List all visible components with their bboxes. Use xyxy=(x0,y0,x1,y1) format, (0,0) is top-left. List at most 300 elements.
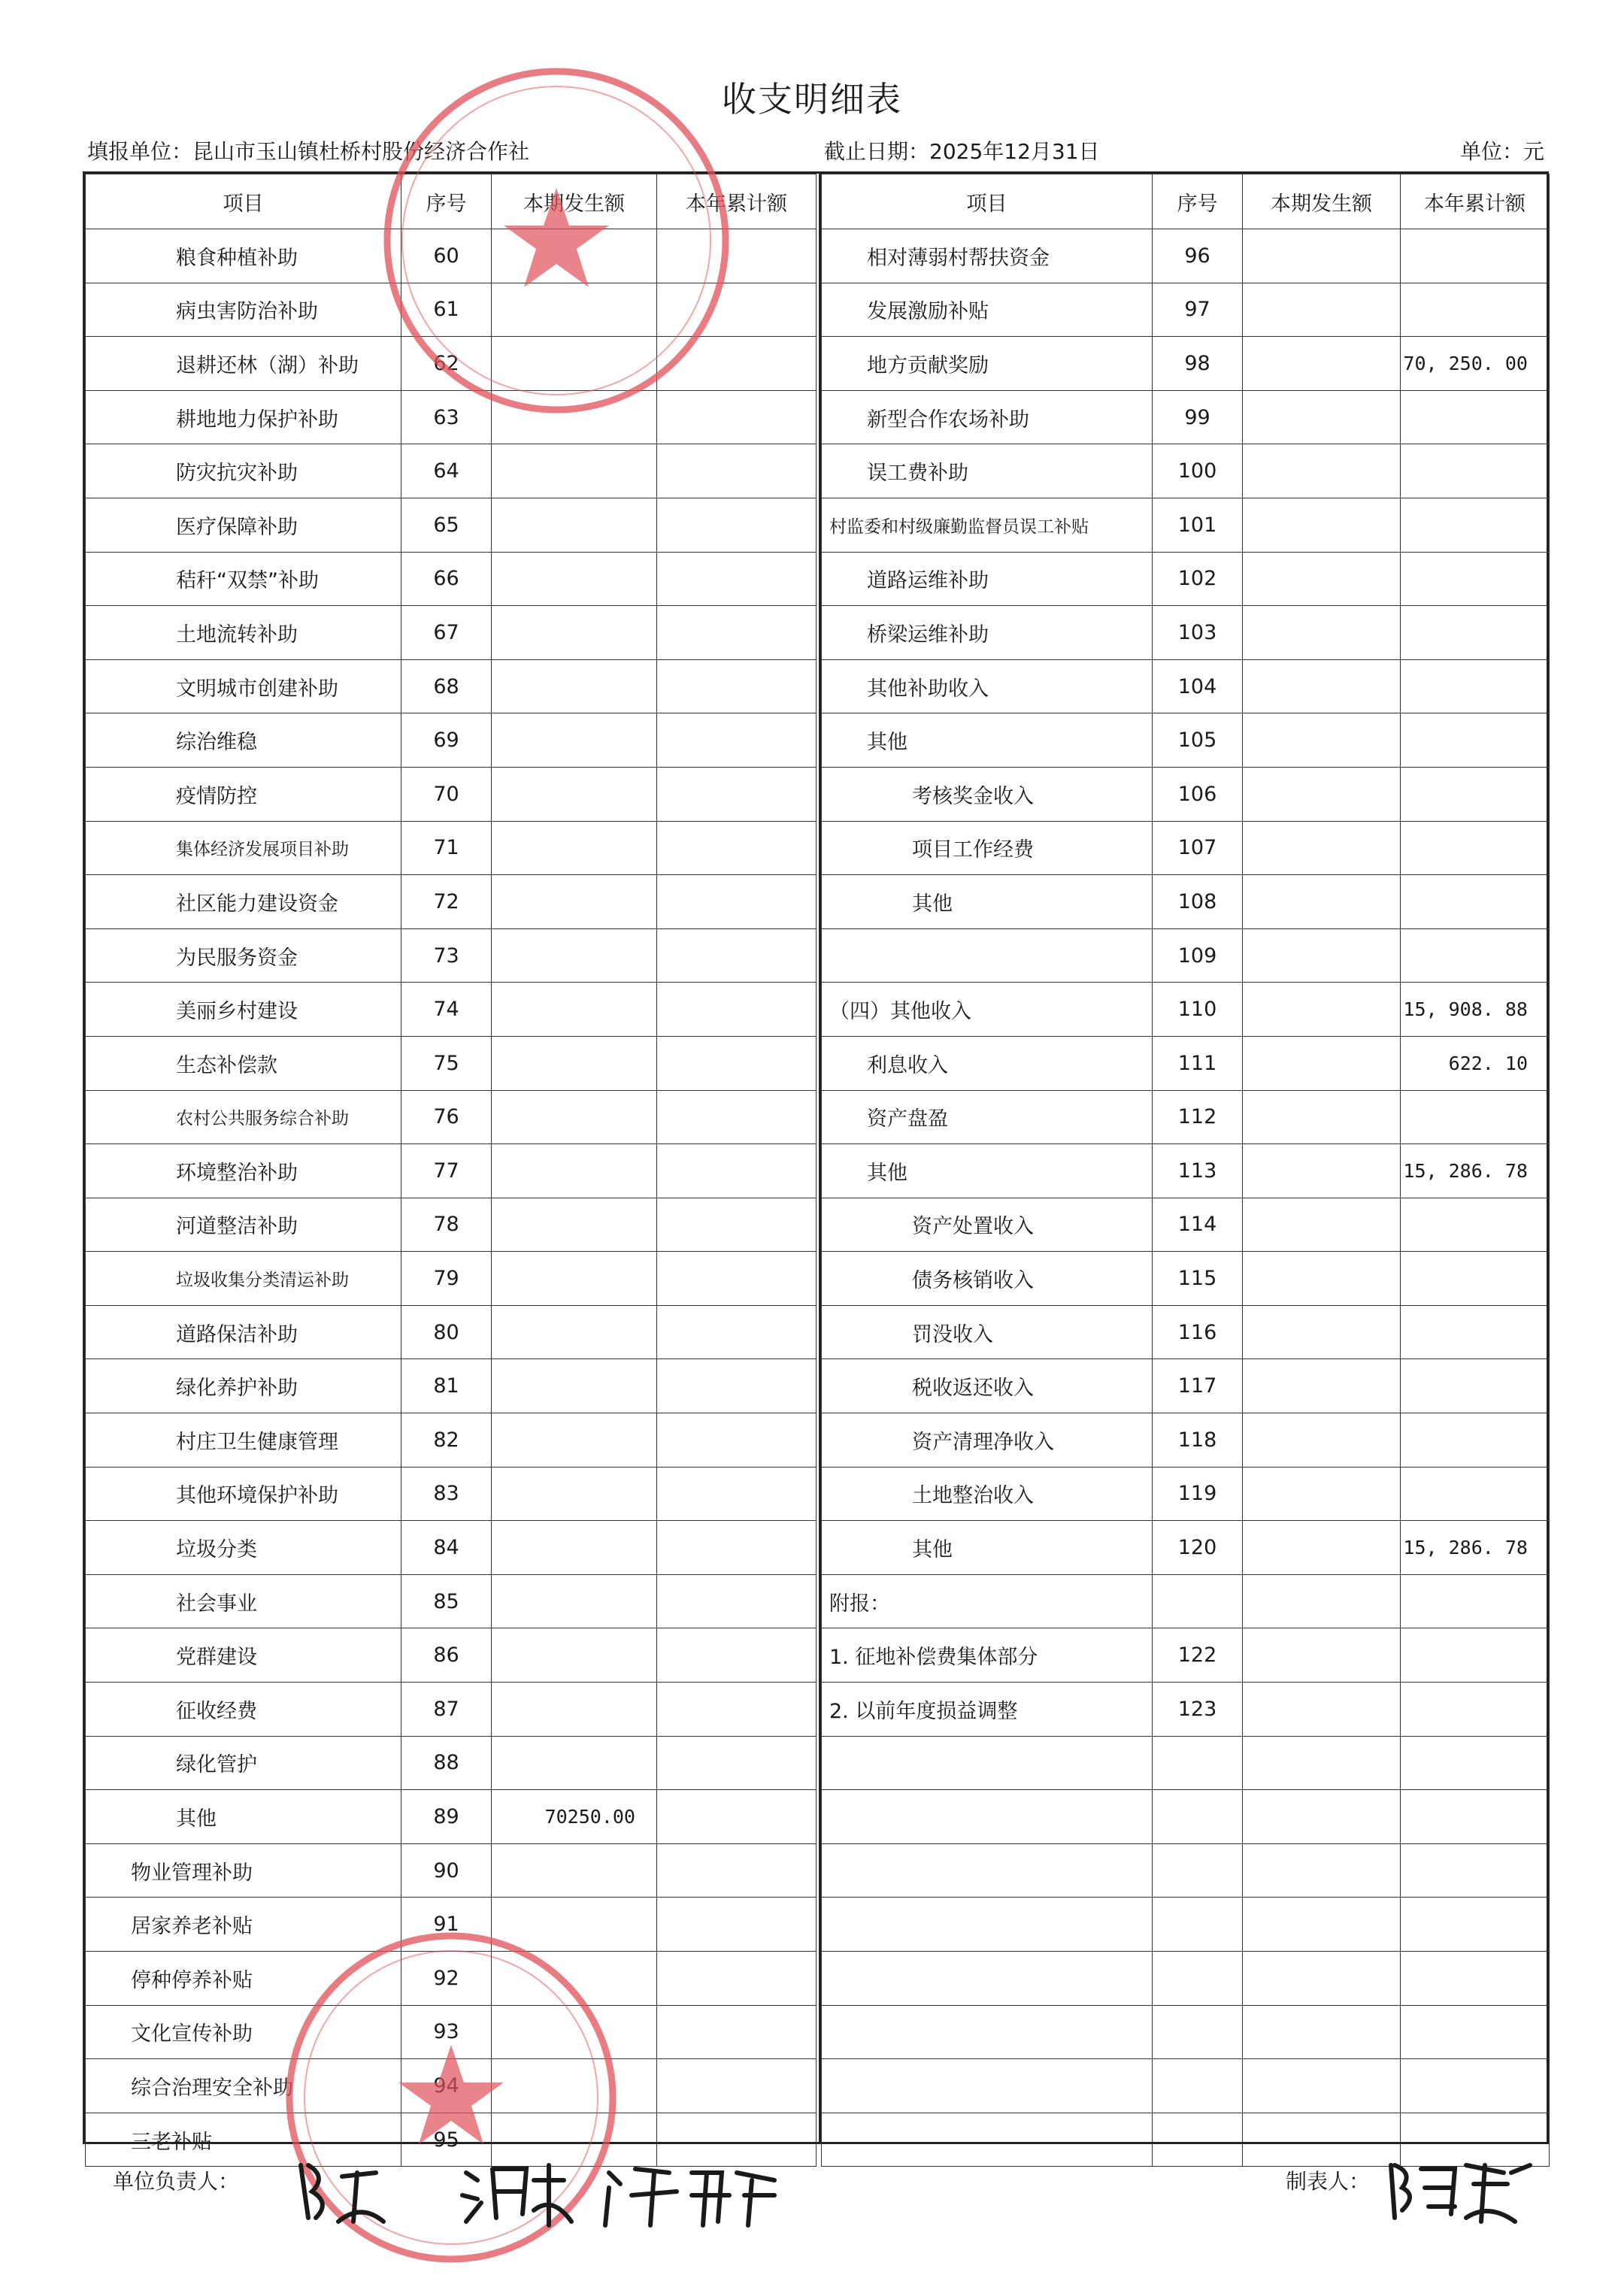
row-period xyxy=(1243,821,1401,875)
row-item: 利息收入 xyxy=(822,1036,1153,1090)
row-ytd xyxy=(657,1359,817,1413)
row-period xyxy=(1243,767,1401,821)
row-item xyxy=(822,1898,1153,1952)
row-period xyxy=(1243,1843,1401,1898)
table-row xyxy=(822,1628,1550,1683)
document-title: 收支明细表 xyxy=(722,79,902,120)
table-row xyxy=(822,1952,1550,2006)
row-period xyxy=(1243,2005,1401,2059)
row-item: 综合治理安全补助 xyxy=(86,2059,401,2113)
table-row xyxy=(822,1898,1550,1952)
row-ytd xyxy=(657,1628,817,1683)
table-row xyxy=(822,713,1550,768)
row-ytd xyxy=(1401,1736,1550,1790)
row-ytd xyxy=(657,928,817,983)
row-seq: 116 xyxy=(1153,1305,1243,1359)
table-row xyxy=(822,606,1550,660)
row-period xyxy=(1243,1898,1401,1952)
col-seq: 序号 xyxy=(1153,174,1243,229)
row-item: 为民服务资金 xyxy=(86,928,401,983)
row-seq: 120 xyxy=(1153,1521,1243,1575)
row-period xyxy=(492,767,657,821)
row-ytd xyxy=(657,606,817,660)
row-seq: 95 xyxy=(401,2113,492,2167)
row-ytd xyxy=(1401,390,1550,444)
row-ytd xyxy=(657,1898,817,1952)
row-period xyxy=(1243,552,1401,606)
row-seq: 71 xyxy=(401,821,492,875)
row-period xyxy=(1243,713,1401,768)
table-row xyxy=(822,1574,1550,1628)
row-seq: 70 xyxy=(401,767,492,821)
row-seq: 83 xyxy=(401,1467,492,1521)
table-row xyxy=(86,1144,817,1198)
row-period xyxy=(1243,498,1401,552)
row-seq: 93 xyxy=(401,2005,492,2059)
row-ytd: 15, 908. 88 xyxy=(1401,983,1550,1037)
row-seq: 112 xyxy=(1153,1090,1243,1144)
row-item: 附报： xyxy=(822,1574,1153,1628)
row-seq: 103 xyxy=(1153,606,1243,660)
responsible-label: 单位负责人： xyxy=(113,2169,240,2194)
table-row xyxy=(822,2059,1550,2113)
row-item: 误工费补助 xyxy=(822,444,1153,498)
row-ytd xyxy=(657,1952,817,2006)
row-item: 其他 xyxy=(822,1144,1153,1198)
row-ytd xyxy=(1401,1574,1550,1628)
row-ytd xyxy=(1401,606,1550,660)
row-seq: 82 xyxy=(401,1413,492,1468)
row-ytd xyxy=(1401,1628,1550,1683)
table-row xyxy=(86,1413,817,1468)
table-row xyxy=(822,1736,1550,1790)
row-ytd xyxy=(657,1252,817,1306)
table-row xyxy=(86,1090,817,1144)
row-seq: 62 xyxy=(401,337,492,391)
row-ytd xyxy=(657,1090,817,1144)
row-item: 绿化管护 xyxy=(86,1736,401,1790)
row-period xyxy=(1243,1736,1401,1790)
table-row xyxy=(822,1521,1550,1575)
row-seq: 96 xyxy=(1153,229,1243,283)
row-ytd xyxy=(657,767,817,821)
row-ytd xyxy=(657,552,817,606)
row-seq: 85 xyxy=(401,1574,492,1628)
table-row xyxy=(86,1252,817,1306)
row-period xyxy=(1243,337,1401,391)
row-period xyxy=(1243,659,1401,713)
row-seq: 78 xyxy=(401,1198,492,1252)
table-row xyxy=(822,283,1550,337)
row-seq: 115 xyxy=(1153,1252,1243,1306)
row-period xyxy=(492,875,657,929)
row-ytd xyxy=(1401,1843,1550,1898)
row-ytd xyxy=(1401,1467,1550,1521)
row-period xyxy=(1243,1305,1401,1359)
row-period xyxy=(1243,1574,1401,1628)
row-item: 三老补贴 xyxy=(86,2113,401,2167)
row-ytd xyxy=(657,659,817,713)
table-row xyxy=(86,1198,817,1252)
row-ytd xyxy=(657,2005,817,2059)
row-ytd xyxy=(1401,1898,1550,1952)
table-row xyxy=(822,1359,1550,1413)
right-table xyxy=(819,174,1549,2142)
row-period xyxy=(1243,444,1401,498)
row-ytd: 15, 286. 78 xyxy=(1401,1521,1550,1575)
table-row xyxy=(86,767,817,821)
row-period xyxy=(492,1252,657,1306)
row-seq xyxy=(1153,1736,1243,1790)
row-item: 文化宣传补助 xyxy=(86,2005,401,2059)
row-seq: 67 xyxy=(401,606,492,660)
row-ytd xyxy=(657,1467,817,1521)
row-item: 社会事业 xyxy=(86,1574,401,1628)
row-period xyxy=(1243,1090,1401,1144)
row-seq: 64 xyxy=(401,444,492,498)
row-item xyxy=(822,2059,1153,2113)
row-period xyxy=(1243,1144,1401,1198)
row-ytd xyxy=(1401,1790,1550,1844)
row-item: 村庄卫生健康管理 xyxy=(86,1413,401,1468)
row-ytd xyxy=(1401,2059,1550,2113)
row-seq: 105 xyxy=(1153,713,1243,768)
table-row xyxy=(86,1574,817,1628)
row-item: 生态补偿款 xyxy=(86,1036,401,1090)
row-ytd xyxy=(657,1198,817,1252)
row-ytd xyxy=(1401,444,1550,498)
table-row xyxy=(822,659,1550,713)
row-ytd xyxy=(1401,767,1550,821)
row-period xyxy=(1243,928,1401,983)
row-seq: 87 xyxy=(401,1683,492,1737)
row-seq: 110 xyxy=(1153,983,1243,1037)
row-item xyxy=(822,2113,1153,2167)
org-label: 填报单位：昆山市玉山镇杜桥村股份经济合作社 xyxy=(87,139,530,164)
row-seq: 123 xyxy=(1153,1683,1243,1737)
row-seq xyxy=(1153,1898,1243,1952)
right-table-body xyxy=(822,229,1550,2167)
row-period xyxy=(492,1413,657,1468)
row-ytd xyxy=(657,875,817,929)
row-ytd xyxy=(657,1305,817,1359)
row-period xyxy=(1243,283,1401,337)
row-item: 垃圾分类 xyxy=(86,1521,401,1575)
row-seq: 72 xyxy=(401,875,492,929)
row-period xyxy=(492,444,657,498)
row-item: 医疗保障补助 xyxy=(86,498,401,552)
left-table xyxy=(85,174,816,2154)
row-item: 粮食种植补助 xyxy=(86,229,401,283)
row-ytd: 70, 250. 00 xyxy=(1401,337,1550,391)
col-ytd: 本年累计额 xyxy=(1401,174,1550,229)
row-item xyxy=(822,1952,1153,2006)
row-ytd xyxy=(657,1574,817,1628)
row-period xyxy=(1243,229,1401,283)
row-ytd xyxy=(1401,928,1550,983)
row-item: 防灾抗灾补助 xyxy=(86,444,401,498)
row-ytd xyxy=(1401,1413,1550,1468)
table-row xyxy=(86,1521,817,1575)
row-seq: 63 xyxy=(401,390,492,444)
row-ytd xyxy=(657,1413,817,1468)
row-seq: 98 xyxy=(1153,337,1243,391)
row-item: 综治维稳 xyxy=(86,713,401,768)
row-period xyxy=(1243,1467,1401,1521)
table-row xyxy=(822,2005,1550,2059)
row-period xyxy=(492,1521,657,1575)
row-item: 发展激励补贴 xyxy=(822,283,1153,337)
row-item: 考核奖金收入 xyxy=(822,767,1153,821)
row-period xyxy=(492,983,657,1037)
table-row xyxy=(86,1467,817,1521)
row-seq: 107 xyxy=(1153,821,1243,875)
row-ytd xyxy=(1401,875,1550,929)
row-ytd xyxy=(1401,498,1550,552)
row-item: 债务核销收入 xyxy=(822,1252,1153,1306)
table-row xyxy=(822,1843,1550,1898)
cooperative-seal xyxy=(376,60,737,421)
table-row xyxy=(86,875,817,929)
row-ytd xyxy=(657,1736,817,1790)
row-ytd xyxy=(1401,1252,1550,1306)
row-item: 新型合作农场补助 xyxy=(822,390,1153,444)
row-period xyxy=(1243,1036,1401,1090)
unit-label: 单位：元 xyxy=(1460,139,1545,164)
row-period xyxy=(492,1843,657,1898)
row-seq: 106 xyxy=(1153,767,1243,821)
row-ytd xyxy=(1401,1305,1550,1359)
row-period xyxy=(492,606,657,660)
table-row xyxy=(822,1090,1550,1144)
row-item: 相对薄弱村帮扶资金 xyxy=(822,229,1153,283)
col-item: 项目 xyxy=(86,174,401,229)
row-seq xyxy=(1153,1574,1243,1628)
row-item: 村监委和村级廉勤监督员误工补贴 xyxy=(822,498,1153,552)
row-seq xyxy=(1153,1843,1243,1898)
row-seq: 61 xyxy=(401,283,492,337)
row-seq: 102 xyxy=(1153,552,1243,606)
table-row xyxy=(86,821,817,875)
row-ytd xyxy=(657,1036,817,1090)
row-item xyxy=(822,1843,1153,1898)
row-seq: 66 xyxy=(401,552,492,606)
row-period xyxy=(492,1144,657,1198)
col-seq: 序号 xyxy=(401,174,492,229)
row-period xyxy=(1243,983,1401,1037)
row-period xyxy=(492,1574,657,1628)
row-seq: 77 xyxy=(401,1144,492,1198)
row-seq: 122 xyxy=(1153,1628,1243,1683)
row-ytd xyxy=(1401,1952,1550,2006)
row-seq: 86 xyxy=(401,1628,492,1683)
row-seq: 101 xyxy=(1153,498,1243,552)
table-row xyxy=(86,659,817,713)
row-item: 文明城市创建补助 xyxy=(86,659,401,713)
row-seq: 97 xyxy=(1153,283,1243,337)
row-item: 居家养老补贴 xyxy=(86,1898,401,1952)
row-period xyxy=(1243,1198,1401,1252)
row-seq: 88 xyxy=(401,1736,492,1790)
row-item: 罚没收入 xyxy=(822,1305,1153,1359)
table-row xyxy=(86,983,817,1037)
row-seq xyxy=(1153,2005,1243,2059)
row-period xyxy=(492,1036,657,1090)
row-period xyxy=(492,1736,657,1790)
row-period xyxy=(1243,1952,1401,2006)
table-row xyxy=(822,1252,1550,1306)
row-seq xyxy=(1153,1952,1243,2006)
table-row xyxy=(822,229,1550,283)
table-row xyxy=(86,1305,817,1359)
row-period xyxy=(1243,1683,1401,1737)
row-seq: 108 xyxy=(1153,875,1243,929)
table-row xyxy=(86,498,817,552)
row-ytd xyxy=(657,1683,817,1737)
table-row xyxy=(822,1198,1550,1252)
row-seq: 119 xyxy=(1153,1467,1243,1521)
row-item: 地方贡献奖励 xyxy=(822,337,1153,391)
row-seq: 81 xyxy=(401,1359,492,1413)
table-row xyxy=(86,928,817,983)
row-item: 土地整治收入 xyxy=(822,1467,1153,1521)
row-period xyxy=(492,1198,657,1252)
row-ytd xyxy=(1401,713,1550,768)
row-period xyxy=(1243,1628,1401,1683)
row-item: 其他环境保护补助 xyxy=(86,1467,401,1521)
row-item: 资产清理净收入 xyxy=(822,1413,1153,1468)
row-seq: 84 xyxy=(401,1521,492,1575)
col-period: 本期发生额 xyxy=(1243,174,1401,229)
row-seq: 65 xyxy=(401,498,492,552)
row-period xyxy=(1243,1521,1401,1575)
row-item: 资产盘盈 xyxy=(822,1090,1153,1144)
row-period xyxy=(1243,1359,1401,1413)
row-item: 停种停养补贴 xyxy=(86,1952,401,2006)
row-item: 2. 以前年度损益调整 xyxy=(822,1683,1153,1737)
row-ytd xyxy=(1401,1359,1550,1413)
row-item: 农村公共服务综合补助 xyxy=(86,1090,401,1144)
row-ytd xyxy=(657,444,817,498)
table-row xyxy=(822,875,1550,929)
row-item xyxy=(822,1790,1153,1844)
row-item xyxy=(822,1736,1153,1790)
row-ytd xyxy=(657,821,817,875)
table-row xyxy=(86,1036,817,1090)
row-item: 桥梁运维补助 xyxy=(822,606,1153,660)
table-row xyxy=(822,983,1550,1037)
table-row xyxy=(86,606,817,660)
row-period xyxy=(492,1628,657,1683)
row-seq: 76 xyxy=(401,1090,492,1144)
preparer-signature xyxy=(1383,2150,1534,2225)
row-item: 税收返还收入 xyxy=(822,1359,1153,1413)
row-ytd: 15, 286. 78 xyxy=(1401,1144,1550,1198)
row-item: 退耕还林（湖）补助 xyxy=(86,337,401,391)
row-period xyxy=(1243,1413,1401,1468)
row-seq: 104 xyxy=(1153,659,1243,713)
row-item: 集体经济发展项目补助 xyxy=(86,821,401,875)
table-row xyxy=(86,1843,817,1898)
row-period xyxy=(492,498,657,552)
row-item: 其他 xyxy=(822,875,1153,929)
table-row xyxy=(822,1036,1550,1090)
row-period xyxy=(492,713,657,768)
row-item: 美丽乡村建设 xyxy=(86,983,401,1037)
row-ytd xyxy=(657,983,817,1037)
row-period xyxy=(492,659,657,713)
row-item: 土地流转补助 xyxy=(86,606,401,660)
row-seq: 75 xyxy=(401,1036,492,1090)
row-ytd xyxy=(657,498,817,552)
row-seq: 90 xyxy=(401,1843,492,1898)
table-row xyxy=(822,552,1550,606)
row-seq: 109 xyxy=(1153,928,1243,983)
table-row xyxy=(86,1736,817,1790)
row-item: 征收经费 xyxy=(86,1683,401,1737)
row-ytd xyxy=(657,2059,817,2113)
row-period xyxy=(492,928,657,983)
table-row xyxy=(822,1413,1550,1468)
row-ytd xyxy=(657,1843,817,1898)
table-row xyxy=(822,498,1550,552)
row-item: 环境整治补助 xyxy=(86,1144,401,1198)
row-item: 绿化养护补助 xyxy=(86,1359,401,1413)
row-item: 耕地地力保护补助 xyxy=(86,390,401,444)
row-ytd xyxy=(1401,1683,1550,1737)
row-ytd xyxy=(1401,283,1550,337)
row-ytd xyxy=(1401,1198,1550,1252)
table-row xyxy=(86,444,817,498)
table-row xyxy=(822,928,1550,983)
table-row xyxy=(86,552,817,606)
row-item: 其他 xyxy=(86,1790,401,1844)
row-item xyxy=(822,928,1153,983)
row-item: 其他补助收入 xyxy=(822,659,1153,713)
row-seq: 114 xyxy=(1153,1198,1243,1252)
table-row xyxy=(822,1683,1550,1737)
row-item: 秸秆“双禁”补助 xyxy=(86,552,401,606)
row-period xyxy=(1243,1790,1401,1844)
table-row xyxy=(822,821,1550,875)
table-row xyxy=(86,1628,817,1683)
row-period xyxy=(1243,390,1401,444)
row-period xyxy=(492,1359,657,1413)
left-table-body xyxy=(86,229,817,2167)
table-row xyxy=(822,337,1550,391)
row-ytd xyxy=(1401,552,1550,606)
table-row xyxy=(822,1790,1550,1844)
row-period: 70250.00 xyxy=(492,1790,657,1844)
col-period: 本期发生额 xyxy=(492,174,657,229)
row-item: 其他 xyxy=(822,1521,1153,1575)
row-item: 物业管理补助 xyxy=(86,1843,401,1898)
row-ytd xyxy=(1401,229,1550,283)
row-item: 道路运维补助 xyxy=(822,552,1153,606)
row-seq: 100 xyxy=(1153,444,1243,498)
table-row xyxy=(86,1790,817,1844)
date-label: 截止日期：2025年12月31日 xyxy=(824,139,1100,164)
row-item: （四）其他收入 xyxy=(822,983,1153,1037)
row-period xyxy=(492,821,657,875)
preparer-label: 制表人： xyxy=(1286,2169,1371,2194)
row-ytd xyxy=(1401,659,1550,713)
row-seq: 74 xyxy=(401,983,492,1037)
row-seq: 92 xyxy=(401,1952,492,2006)
table-row xyxy=(822,390,1550,444)
row-seq: 89 xyxy=(401,1790,492,1844)
row-seq: 60 xyxy=(401,229,492,283)
